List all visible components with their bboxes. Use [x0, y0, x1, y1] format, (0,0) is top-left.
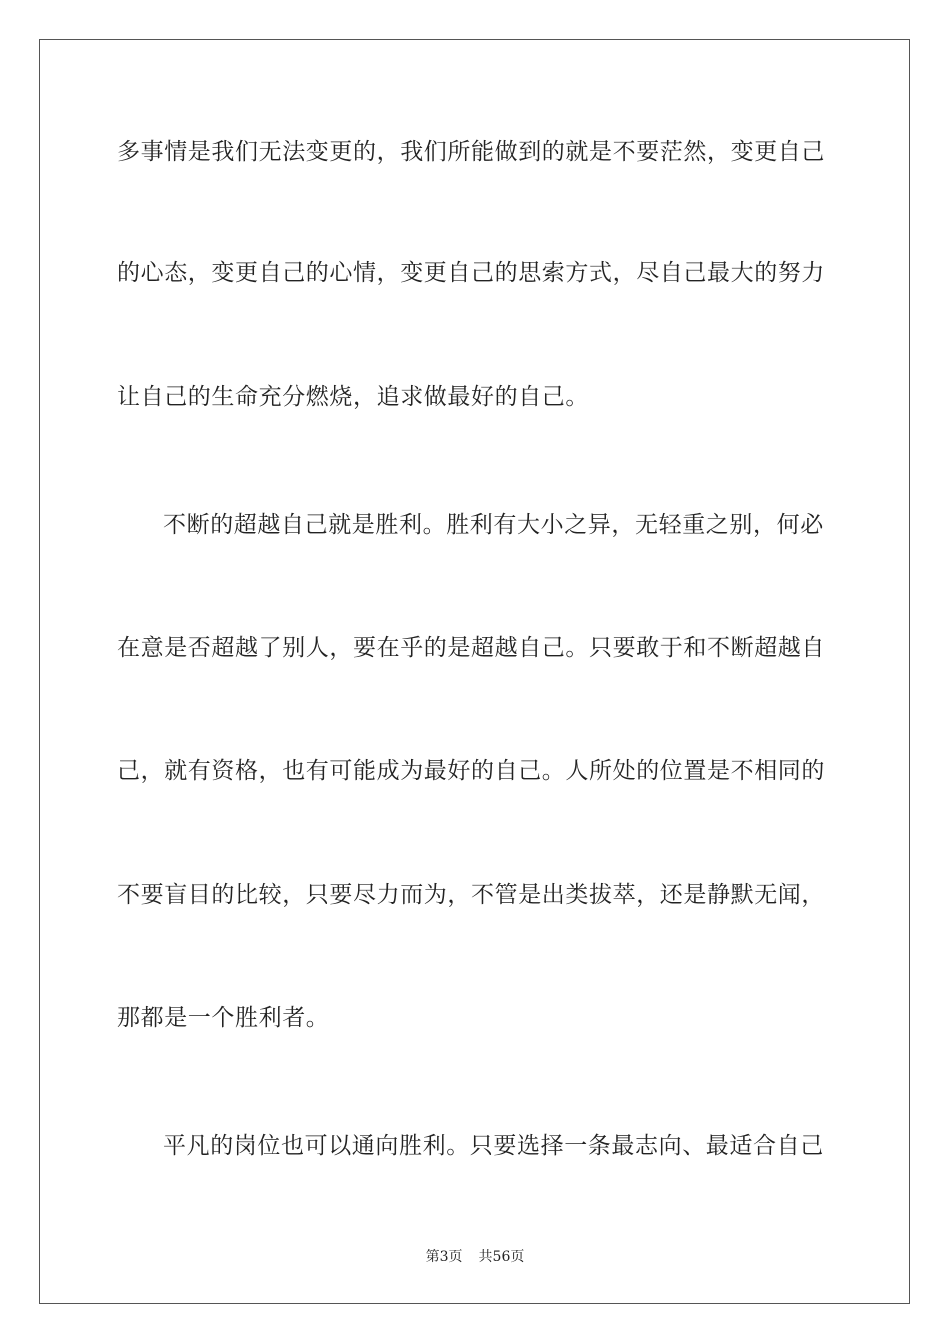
page-footer	[0, 1248, 950, 1266]
body-text-line: 在意是否超越了别人，要在乎的是超越自己。只要敢于和不断超越自	[117, 635, 825, 661]
body-text-line: 多事情是我们无法变更的，我们所能做到的就是不要茫然，变更自己	[117, 139, 825, 165]
body-text-line: 己，就有资格，也有可能成为最好的自己。人所处的位置是不相同的	[117, 758, 825, 784]
page-number: 第3页	[425, 1249, 463, 1265]
body-text-line: 不要盲目的比较，只要尽力而为，不管是出类拔萃，还是静默无闻，	[117, 882, 825, 908]
paragraph-start-line: 平凡的岗位也可以通向胜利。只要选择一条最志向、最适合自己	[163, 1133, 824, 1159]
page-frame	[39, 39, 910, 1304]
total-pages: 共56页	[478, 1249, 525, 1265]
body-text-line: 让自己的生命充分燃烧，追求做最好的自己。	[117, 384, 589, 410]
paragraph-start-line: 不断的超越自己就是胜利。胜利有大小之异，无轻重之别，何必	[163, 512, 824, 538]
body-text-line: 的心态，变更自己的心情，变更自己的思索方式，尽自己最大的努力	[117, 260, 825, 286]
body-text-line: 那都是一个胜利者。	[117, 1005, 330, 1031]
